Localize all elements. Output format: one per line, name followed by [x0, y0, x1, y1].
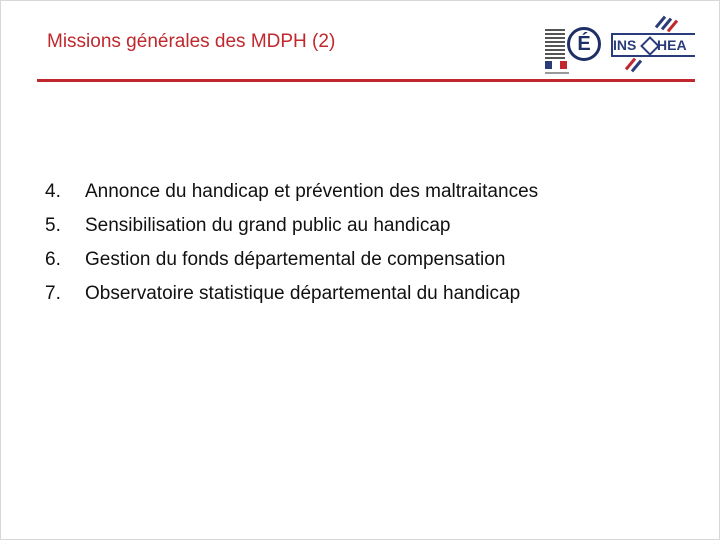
list-item [45, 175, 538, 209]
list-item-text: Annonce du handicap et prévention des maltraitances [85, 181, 539, 202]
missions-list [45, 175, 538, 311]
list-item [45, 209, 538, 243]
list-item-number: 5. [45, 215, 61, 236]
list-item [45, 277, 538, 311]
list-item-text: Sensibilisation du grand public au handicap [85, 215, 451, 236]
title-divider [37, 79, 695, 82]
french-flag-icon [545, 61, 567, 69]
list-item-number: 6. [45, 249, 61, 270]
inshea-ins-text: INS [613, 37, 637, 53]
list-item-number: 7. [45, 283, 61, 304]
list-item-text: Observatoire statistique départemental du handicap [85, 283, 521, 304]
ministry-education-logo [541, 15, 603, 75]
inshea-logo [609, 15, 697, 73]
ministry-text-lines [545, 29, 565, 65]
inshea-hea-text: HEA [657, 37, 687, 53]
ministry-e-emblem: É [567, 27, 601, 61]
list-item [45, 243, 538, 277]
list-item-number: 4. [45, 181, 61, 202]
slide-title: Missions générales des MDPH (2) [47, 31, 336, 52]
ministry-caption-line [545, 72, 569, 74]
list-item-text: Gestion du fonds départemental de compensation [85, 249, 506, 270]
